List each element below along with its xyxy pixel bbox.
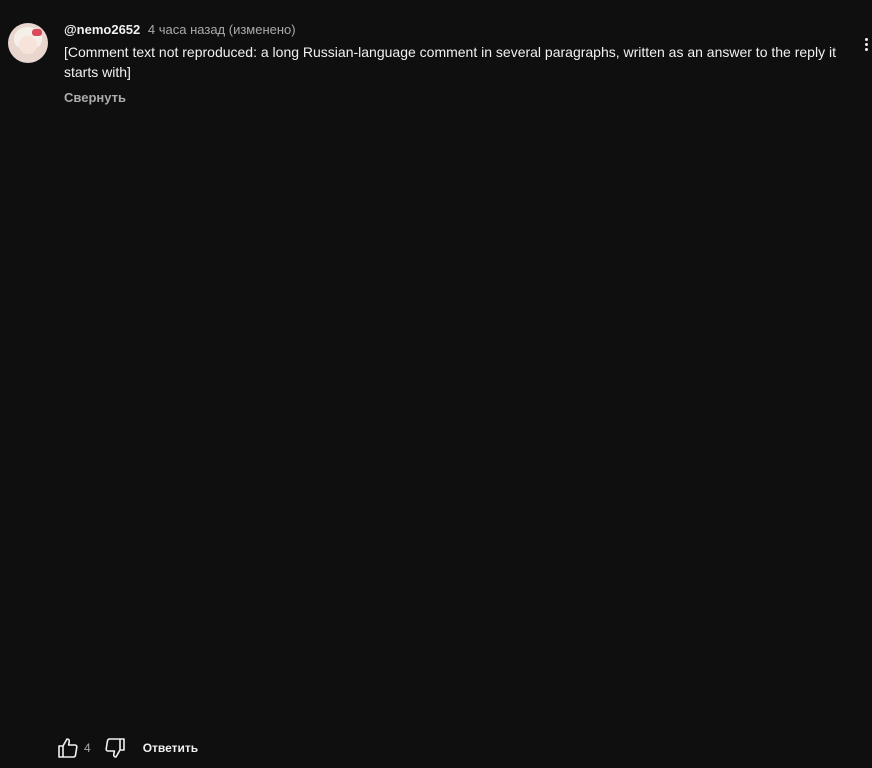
comment-text: [Comment text not reproduced: a long Russian-language comment in several paragraphs, written as an answer to the reply it starts with] <box>64 44 840 80</box>
collapse-button[interactable]: Свернуть <box>64 90 126 105</box>
thumb-down-icon[interactable] <box>103 736 127 760</box>
like-count: 4 <box>84 741 91 755</box>
comment-actions <box>56 736 198 760</box>
comment-body <box>64 20 844 105</box>
avatar[interactable] <box>8 23 48 63</box>
comment-header <box>64 20 844 40</box>
reply-button[interactable]: Ответить <box>142 741 199 755</box>
author-name[interactable]: @nemo2652 <box>64 22 141 37</box>
thumb-up-icon[interactable] <box>56 736 80 760</box>
more-vert-icon[interactable] <box>858 36 872 56</box>
avatar-bow <box>32 29 42 36</box>
avatar-face <box>19 36 37 54</box>
comment-timestamp[interactable]: 4 часа назад (изменено) <box>147 22 296 37</box>
